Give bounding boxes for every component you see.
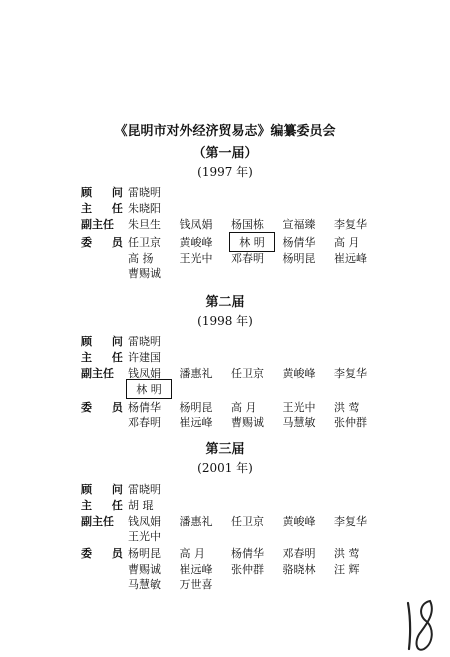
member-name: 骆晓林: [282, 563, 316, 576]
session-1-names-members-2: [128, 250, 382, 266]
member-name: 潘惠礼: [179, 367, 213, 380]
member-name: 宣福臻: [282, 218, 316, 231]
member-name-boxed: 林 明: [231, 234, 273, 250]
session-3-names-director: [128, 497, 176, 513]
member-name: 邓春明: [231, 252, 264, 265]
member-name: 崔远峰: [179, 416, 213, 429]
member-name: 黄峻峰: [282, 515, 316, 528]
session-3-row-deputy: [81, 513, 114, 529]
role-label: 主 任: [81, 351, 131, 364]
member-name: 万世喜: [179, 578, 213, 591]
member-name: 朱晓阳: [128, 202, 161, 215]
member-name: 杨倩华: [128, 401, 161, 414]
member-name: 李复华: [334, 515, 367, 528]
session-3-year: (2001 年): [197, 461, 253, 475]
member-name-boxed: 林 明: [128, 381, 170, 397]
member-name: 杨明昆: [179, 401, 213, 414]
session-1-row-members: [81, 234, 131, 250]
member-name: 雷晓明: [128, 483, 161, 496]
member-name: 黄峻峰: [179, 236, 213, 249]
role-label: 顾 问: [81, 186, 131, 199]
session-2-row-advisor: [81, 333, 131, 349]
member-name: 张仲群: [334, 416, 367, 429]
role-label: 副主任: [81, 367, 114, 380]
member-name: 马慧敏: [282, 416, 316, 429]
session-2-title: 第二届: [205, 295, 245, 310]
member-name: 黄峻峰: [282, 367, 316, 380]
member-name: 崔远峰: [179, 563, 213, 576]
session-2-names-director: [128, 349, 176, 365]
role-label: 主 任: [81, 202, 131, 215]
member-name: 朱旦生: [128, 218, 161, 231]
session-3-row-director: [81, 497, 131, 513]
member-name: 洪 莺: [334, 401, 360, 414]
session-2-names-members-1: [128, 399, 382, 415]
session-1-row-director: [81, 200, 131, 216]
session-3-names-members-3: [128, 576, 228, 592]
member-name: 高 月: [179, 547, 205, 560]
member-name: 任卫京: [231, 367, 264, 380]
member-name: 王光中: [128, 530, 161, 543]
session-3-row-members: [81, 545, 131, 561]
member-name: 许建国: [128, 351, 161, 364]
session-2-names-deputy-1: [128, 365, 382, 381]
member-name: 雷晓明: [128, 186, 161, 199]
member-name: 杨明昆: [282, 252, 316, 265]
role-label: 副主任: [81, 218, 114, 231]
session-1-title: （第一届）: [192, 146, 258, 161]
member-name: 杨国栋: [231, 218, 264, 231]
role-label: 委 员: [81, 547, 131, 560]
member-name: 王光中: [179, 252, 213, 265]
session-3-names-deputy-1: [128, 513, 382, 529]
session-1-row-deputy: [81, 216, 114, 232]
session-3-names-members-1: [128, 545, 382, 561]
member-name: 胡 琨: [128, 499, 154, 512]
session-3-names-deputy-2: [128, 528, 176, 544]
member-name: 杨倩华: [282, 236, 316, 249]
session-2-names-members-2: [128, 414, 382, 430]
session-2-year: (1998 年): [197, 314, 253, 328]
member-name: 洪 莺: [334, 547, 360, 560]
session-2-row-director: [81, 349, 131, 365]
role-label: 副主任: [81, 515, 114, 528]
member-name: 曹赐诚: [128, 267, 161, 280]
role-label: 委 员: [81, 236, 131, 249]
session-2-names-deputy-2: [128, 381, 176, 397]
role-label: 顾 问: [81, 335, 131, 348]
member-name: 李复华: [334, 218, 367, 231]
member-name: 高 月: [334, 236, 360, 249]
session-1-names-members-1: [128, 234, 382, 250]
member-name: 雷晓明: [128, 335, 161, 348]
session-3-row-advisor: [81, 481, 131, 497]
session-2-names-advisor: [128, 333, 176, 349]
member-name: 杨明昆: [128, 547, 161, 560]
session-1-names-advisor: [128, 184, 176, 200]
session-1-names-deputy: [128, 216, 382, 232]
handwritten-page-number-icon: [400, 595, 440, 655]
session-3-names-members-2: [128, 561, 382, 577]
member-name: 杨倩华: [231, 547, 264, 560]
member-name: 汪 辉: [334, 563, 360, 576]
member-name: 邓春明: [282, 547, 316, 560]
role-label: 主 任: [81, 499, 131, 512]
member-name: 钱凤娟: [128, 367, 161, 380]
member-name: 崔远峰: [334, 252, 367, 265]
session-3-names-advisor: [128, 481, 176, 497]
member-name: 曹赐诚: [128, 563, 161, 576]
session-1-row-advisor: [81, 184, 131, 200]
member-name: 马慧敏: [128, 578, 161, 591]
role-label: 顾 问: [81, 483, 131, 496]
member-name: 邓春明: [128, 416, 161, 429]
session-2-row-members: [81, 399, 131, 415]
member-name: 潘惠礼: [179, 515, 213, 528]
member-name: 李复华: [334, 367, 367, 380]
session-3-title: 第三届: [205, 442, 245, 457]
member-name: 张仲群: [231, 563, 264, 576]
session-2-row-deputy: [81, 365, 114, 381]
member-name: 钱凤娟: [179, 218, 213, 231]
session-1-names-members-3: [128, 265, 176, 281]
page-title: 《昆明市对外经济贸易志》编纂委员会: [114, 124, 336, 139]
session-1-names-director: [128, 200, 176, 216]
session-1-year: (1997 年): [197, 165, 253, 179]
member-name: 高 扬: [128, 252, 154, 265]
member-name: 曹赐诚: [231, 416, 264, 429]
member-name: 任卫京: [128, 236, 161, 249]
role-label: 委 员: [81, 401, 131, 414]
member-name: 王光中: [282, 401, 316, 414]
member-name: 高 月: [231, 401, 257, 414]
member-name: 钱凤娟: [128, 515, 161, 528]
member-name: 任卫京: [231, 515, 264, 528]
